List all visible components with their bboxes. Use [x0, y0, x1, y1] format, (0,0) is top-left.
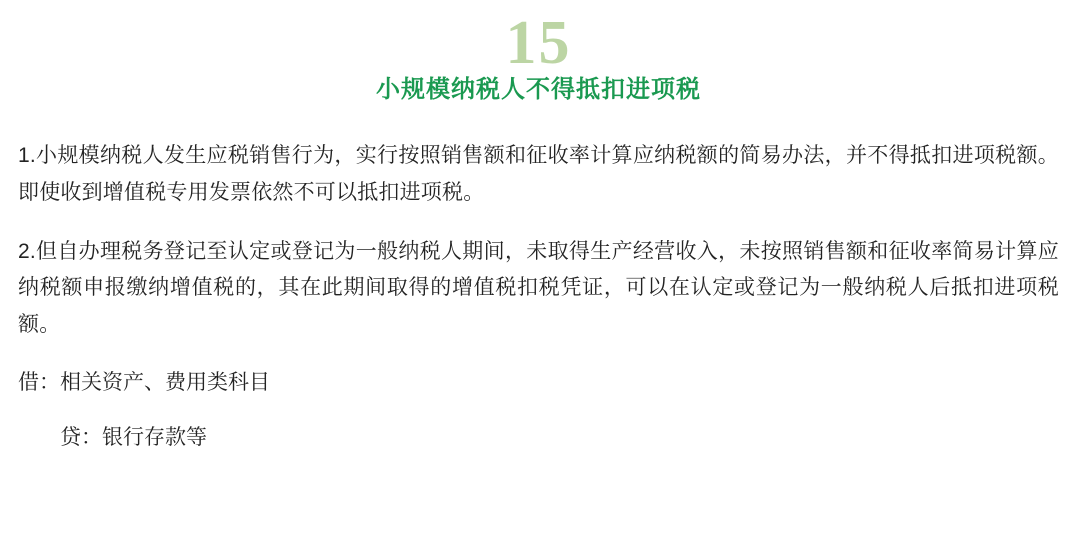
accounting-entry-debit: 借：相关资产、费用类科目	[18, 370, 270, 394]
accounting-entry-credit: 贷：银行存款等	[60, 426, 207, 450]
document-header	[0, 0, 1077, 120]
section-number-watermark: 15	[505, 9, 572, 77]
body-paragraph: 1.小规模纳税人发生应税销售行为，实行按照销售额和征收率计算应纳税额的简易办法，并不得抵扣进项税额。即使收到增值税专用发票依然不可以抵扣进项税。	[18, 144, 1059, 204]
body-paragraph: 2.但自办理税务登记至认定或登记为一般纳税人期间，未取得生产经营收入，未按照销售额和征收率简易计算应纳税额申报缴纳增值税的，其在此期间取得的增值税扣税凭证，可以在认定或登记为一般纳税人后抵扣进项税额。	[18, 239, 1059, 336]
page-title: 小规模纳税人不得抵扣进项税	[376, 76, 701, 103]
document-body	[0, 120, 1077, 455]
